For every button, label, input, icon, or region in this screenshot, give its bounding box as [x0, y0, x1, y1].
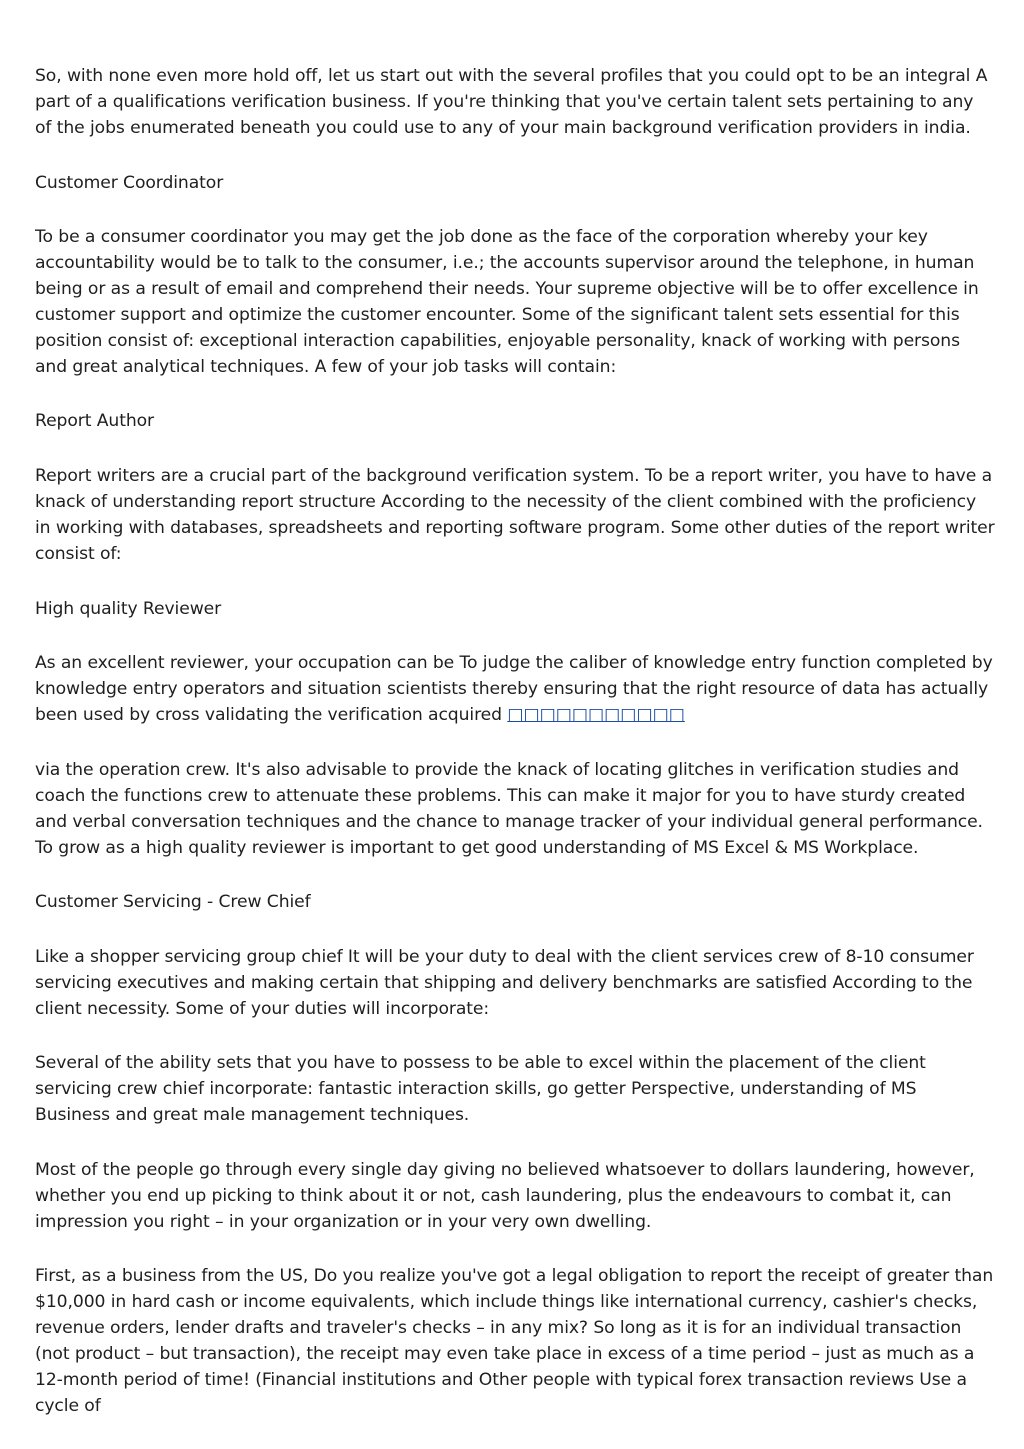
inline-link[interactable]: □□□□□□□□□□□ [507, 705, 685, 726]
quality-reviewer-paragraph [35, 651, 995, 729]
section-heading-quality-reviewer: High quality Reviewer [35, 598, 222, 619]
intro-paragraph: So, with none even more hold off, let us start out with the several profiles that you could opt to be an integral A part of a qualifications verification business. If you're thinking that you've certain talent sets pertaining to any of the jobs enumerated beneath you could use to any of your main background verification providers in india. [35, 66, 988, 138]
section-heading-crew-chief: Customer Servicing - Crew Chief [35, 892, 311, 913]
document-body [35, 64, 995, 1449]
crew-chief-paragraph: Like a shopper servicing group chief It will be your duty to deal with the client services crew of 8-10 consumer servicing executives and making certain that shipping and delivery benchmarks are satisfied According to the client necessity. Some of your duties will incorporate: [35, 946, 974, 1019]
report-author-paragraph: Report writers are a crucial part of the background verification system. To be a report writer, you have to have a knack of understanding report structure According to the necessity of the client combined with the proficiency in working with databases, spreadsheets and reporting software program. Some other duties of the report writer consist of: [35, 466, 995, 564]
money-laundering-paragraph: Most of the people go through every single day giving no believed whatsoever to dollars laundering, however, whether you end up picking to think about it or not, cash laundering, plus the endeavours to combat it, can impression you right – in your organization or in your very own dwelling. [35, 1159, 975, 1232]
legal-obligation-paragraph: First, as a business from the US, Do you realize you've got a legal obligation to report the receipt of greater than $10,000 in hard cash or income equivalents, which include things like international currency, cashier's checks, revenue orders, lender drafts and traveler's checks – in any mix? So long as it is for an individual transaction (not product – but transaction), the receipt may even take place in excess of a time period – just as much as a 12-month period of time! (Financial institutions and Other people with typical forex transaction reviews Use a cycle of [35, 1266, 994, 1416]
quality-reviewer-text: As an excellent reviewer, your occupation can be To judge the caliber of knowledge entry function completed by knowledge entry operators and situation scientists thereby ensuring that the right resource of data has actually been used by cross validating the verification acquired [35, 653, 993, 726]
operation-crew-paragraph: via the operation crew. It's also advisable to provide the knack of locating glitches in verification studies and coach the functions crew to attenuate these problems. This can make it major for you to have sturdy created and verbal conversation techniques and the chance to manage tracker of your individual general performance. To grow as a high quality reviewer is important to get good understanding of MS Excel & MS Workplace. [35, 759, 983, 858]
ability-sets-paragraph: Several of the ability sets that you have to possess to be able to excel within the placement of the client servicing crew chief incorporate: fantastic interaction skills, go getter Perspective, understanding of MS Business and great male management techniques. [35, 1053, 926, 1126]
section-heading-report-author: Report Author [35, 411, 155, 432]
section-heading-customer-coordinator: Customer Coordinator [35, 172, 224, 193]
customer-coordinator-paragraph: To be a consumer coordinator you may get the job done as the face of the corporation whereby your key accountability would be to talk to the consumer, i.e.; the accounts supervisor around the telephone, in human being or as a result of email and comprehend their needs. Your supreme objective will be to offer excellence in customer support and optimize the customer encounter. Some of the significant talent sets essential for this position consist of: exceptional interaction capabilities, enjoyable personality, knack of working with persons and great analytical techniques. A few of your job tasks will contain: [35, 227, 979, 377]
